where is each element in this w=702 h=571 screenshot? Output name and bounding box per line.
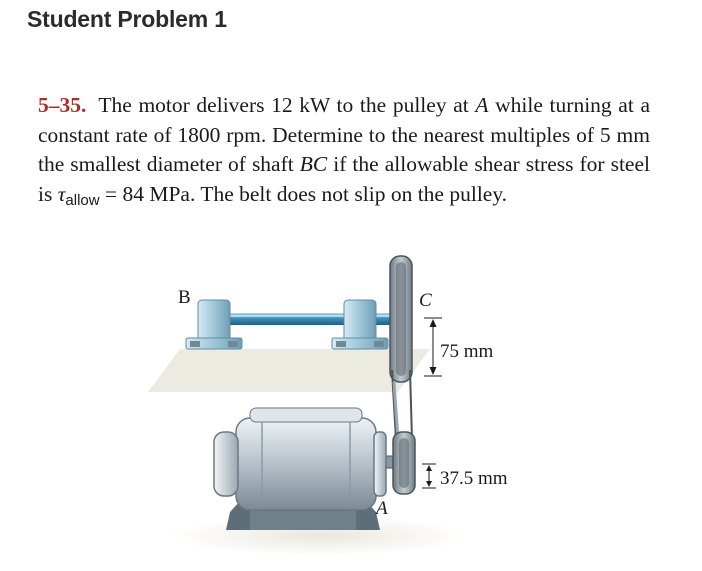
problem-statement <box>38 91 650 215</box>
tau-symbol: τ <box>57 181 66 206</box>
problem-number: 5–35. <box>38 93 87 117</box>
tau-subscript: allow <box>65 191 100 209</box>
pulley-c <box>390 256 412 382</box>
motor <box>214 408 386 530</box>
problem-text-3: if the allowable shear stress for steel is <box>38 152 650 206</box>
label-c: C <box>419 290 432 311</box>
shaft-pulley-motor-figure <box>0 245 702 571</box>
shaft-ref: BC <box>299 152 328 176</box>
dimension-37-5 <box>422 464 436 488</box>
problem-text-1: The motor delivers 12 kW to the pulley at <box>98 93 476 117</box>
dimension-37-5-label: 37.5 mm <box>440 468 508 489</box>
problem-text-4: = 84 MPa. The belt does not slip on the pulley. <box>99 181 508 206</box>
point-a-ref: A <box>475 93 489 117</box>
label-a: A <box>376 498 388 519</box>
page-title: Student Problem 1 <box>27 6 227 32</box>
label-b: B <box>178 287 191 308</box>
upper-floor <box>148 349 430 392</box>
dimension-75-label: 75 mm <box>440 341 494 362</box>
problem-text-2: while turning at a constant rate of 1800 rpm. Determine to the nearest multiples of 5 mm the smallest diameter of shaft <box>38 93 650 176</box>
